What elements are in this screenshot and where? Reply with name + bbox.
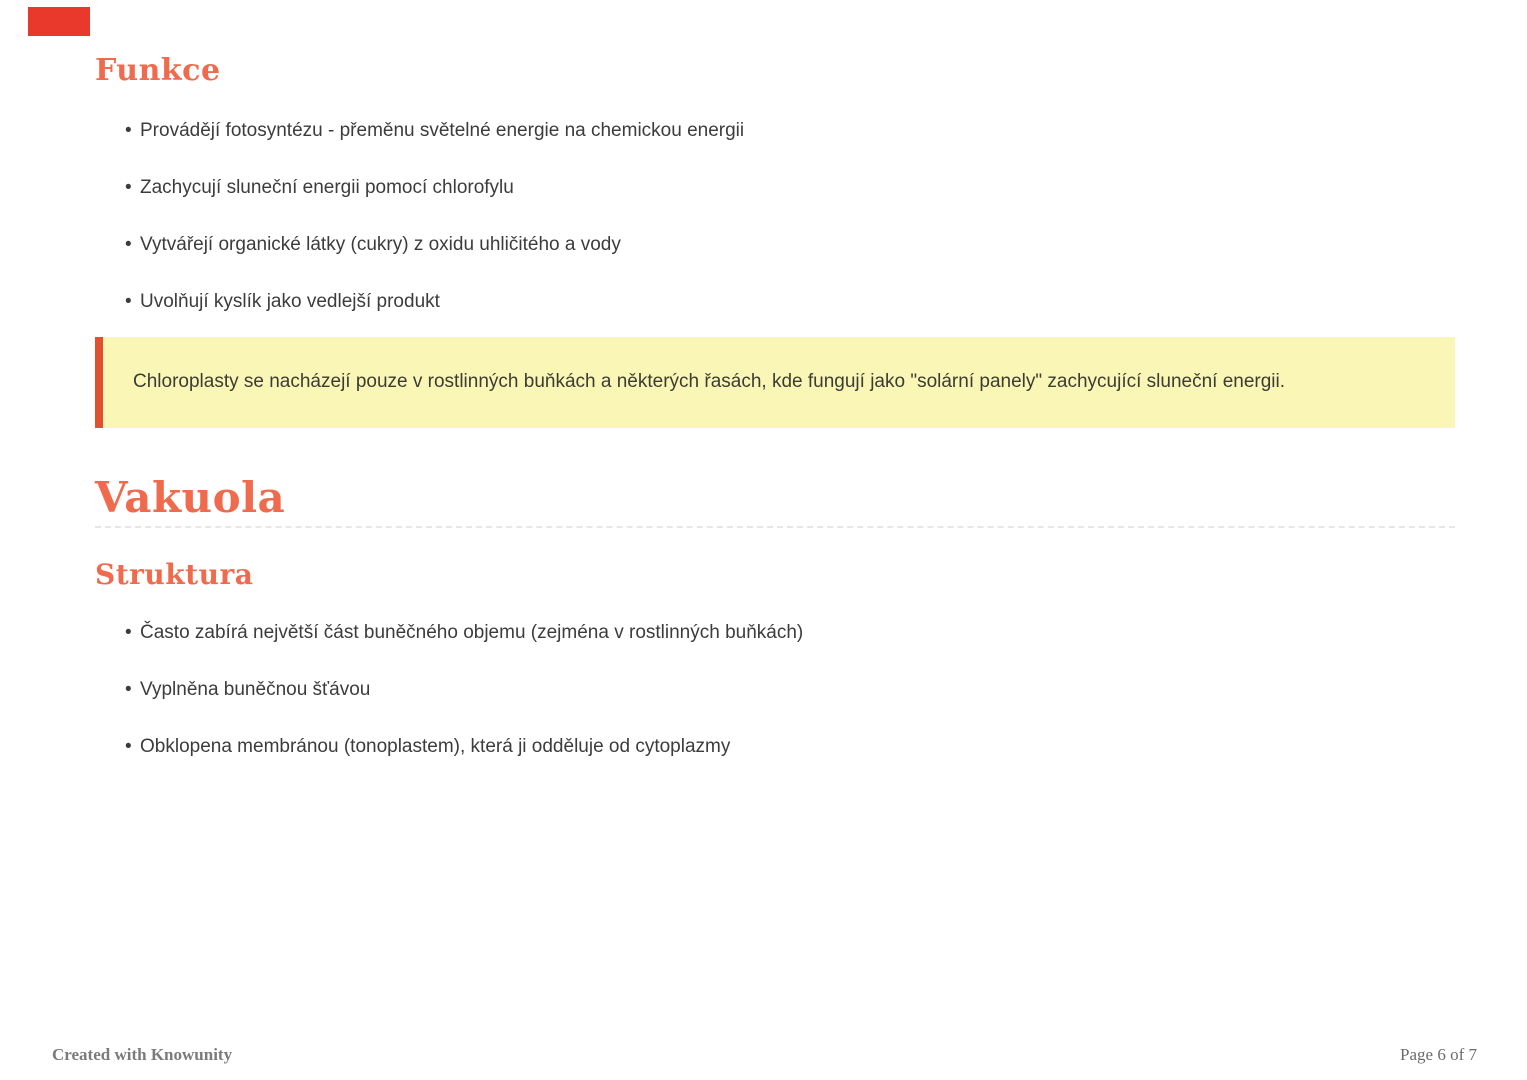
red-marker [28, 7, 90, 36]
funkce-bullet-list [95, 119, 1455, 313]
document-page [95, 0, 1455, 758]
struktura-bullet-list [95, 621, 1455, 758]
section-heading-struktura: Struktura [95, 558, 254, 591]
bullet-item: • Často zabírá největší část buněčného objemu (zejména v rostlinných buňkách) [95, 621, 1455, 644]
page-number: Page 6 of 7 [1400, 1045, 1477, 1064]
bullet-item: • Provádějí fotosyntézu - přeměnu světelné energie na chemickou energii [95, 119, 1455, 142]
callout-text: Chloroplasty se nacházejí pouze v rostlinných buňkách a některých řasách, kde fungují jako "solární panely" zachycující sluneční energii. [133, 371, 1286, 392]
callout-note [95, 337, 1455, 428]
bullet-item: • Zachycují sluneční energii pomocí chlorofylu [95, 176, 1455, 199]
bullet-item: • Uvolňují kyslík jako vedlejší produkt [95, 290, 1455, 313]
bullet-item: • Vyplněna buněčnou šťávou [95, 678, 1455, 701]
section-heading-funkce: Funkce [95, 53, 221, 88]
bullet-item: • Obklopena membránou (tonoplastem), která ji odděluje od cytoplazmy [95, 735, 1455, 758]
page-title-vakuola: Vakuola [95, 475, 1455, 528]
bullet-item: • Vytvářejí organické látky (cukry) z oxidu uhličitého a vody [95, 233, 1455, 256]
watermark-text: Created with Knowunity [52, 1045, 233, 1064]
